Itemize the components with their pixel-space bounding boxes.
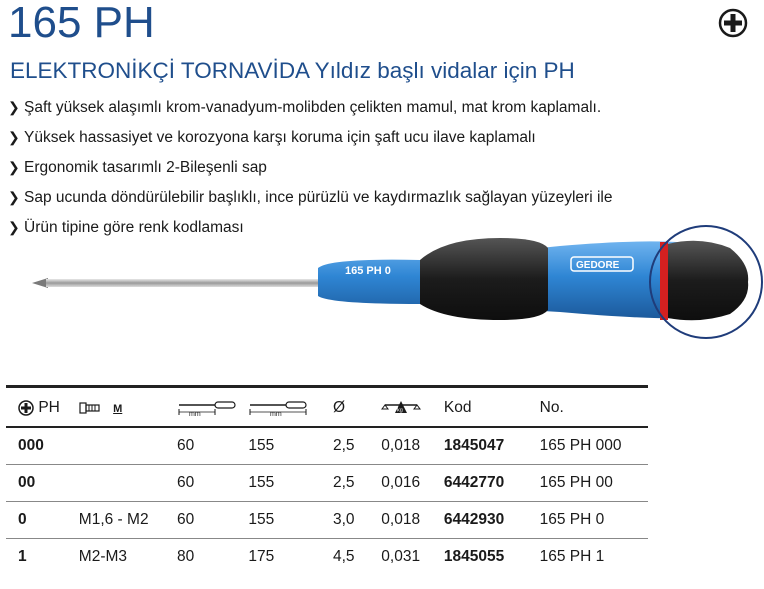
feature-item: ❯ Ergonomik tasarımlı 2-Bileşenli sap (8, 152, 612, 182)
feature-item: ❯ Sap ucunda döndürülebilir başlıklı, ince pürüzlü ve kaydırmazlık sağlayan yüzeyleri ile (8, 182, 612, 212)
table-top-rule (6, 385, 648, 388)
total-length-icon (248, 399, 310, 417)
page-title: 165 PH (8, 0, 155, 47)
table-row: 000 60 155 2,5 0,018 1845047 165 PH 000 (6, 427, 648, 465)
col-number: No. (540, 390, 648, 427)
col-weight (381, 390, 444, 427)
handle-end-cap (668, 241, 748, 320)
screwdriver-image (0, 220, 764, 350)
handle-label: 165 PH 0 (345, 265, 391, 277)
col-screw-size: M (79, 390, 177, 427)
col-diameter: Ø (333, 390, 381, 427)
col-total-length (248, 390, 333, 427)
svg-text:kg: kg (397, 407, 404, 414)
feature-item: ❯ Ürün tipine göre renk kodlaması (8, 212, 612, 242)
table-row: 1 M2-M3 80 175 4,5 0,031 1845055 165 PH 1 (18, 548, 605, 565)
product-table (6, 390, 648, 575)
chevron-right-icon: ❯ (8, 159, 20, 175)
handle-grip (420, 238, 548, 320)
chevron-right-icon: ❯ (8, 99, 20, 115)
table-row: 0 M1,6 - M2 60 155 3,0 0,018 6442930 165 PH 0 (6, 502, 648, 539)
col-blade-length (177, 390, 248, 427)
weight-scale-icon (381, 399, 421, 417)
color-code-ring (660, 242, 668, 320)
phillips-icon (718, 8, 748, 38)
chevron-right-icon: ❯ (8, 129, 20, 145)
brand-label: GEDORE (576, 260, 620, 271)
feature-item: ❯ Şaft yüksek alaşımlı krom-vanadyum-molibden çelikten mamul, mat krom kaplamalı. (8, 92, 612, 122)
screwdriver-shaft (46, 279, 326, 287)
svg-text:mm: mm (270, 410, 283, 417)
phillips-icon (18, 400, 34, 416)
table-header-row (6, 390, 648, 427)
svg-text:mm: mm (189, 410, 201, 417)
screw-size-icon (79, 401, 109, 415)
feature-item: ❯ Yüksek hassasiyet ve korozyona karşı koruma için şaft ucu ilave kaplamalı (8, 122, 612, 152)
col-ph: PH (6, 390, 79, 427)
product-subtitle: ELEKTRONİKÇİ TORNAVİDA Yıldız başlı vidalar için PH (10, 58, 575, 83)
screwdriver-tip (32, 278, 48, 288)
chevron-right-icon: ❯ (8, 219, 20, 235)
col-code: Kod (444, 390, 540, 427)
blade-length-icon (177, 399, 239, 417)
table-row: 00 60 155 2,5 0,016 6442770 165 PH 00 (6, 465, 648, 502)
chevron-right-icon: ❯ (8, 189, 20, 205)
